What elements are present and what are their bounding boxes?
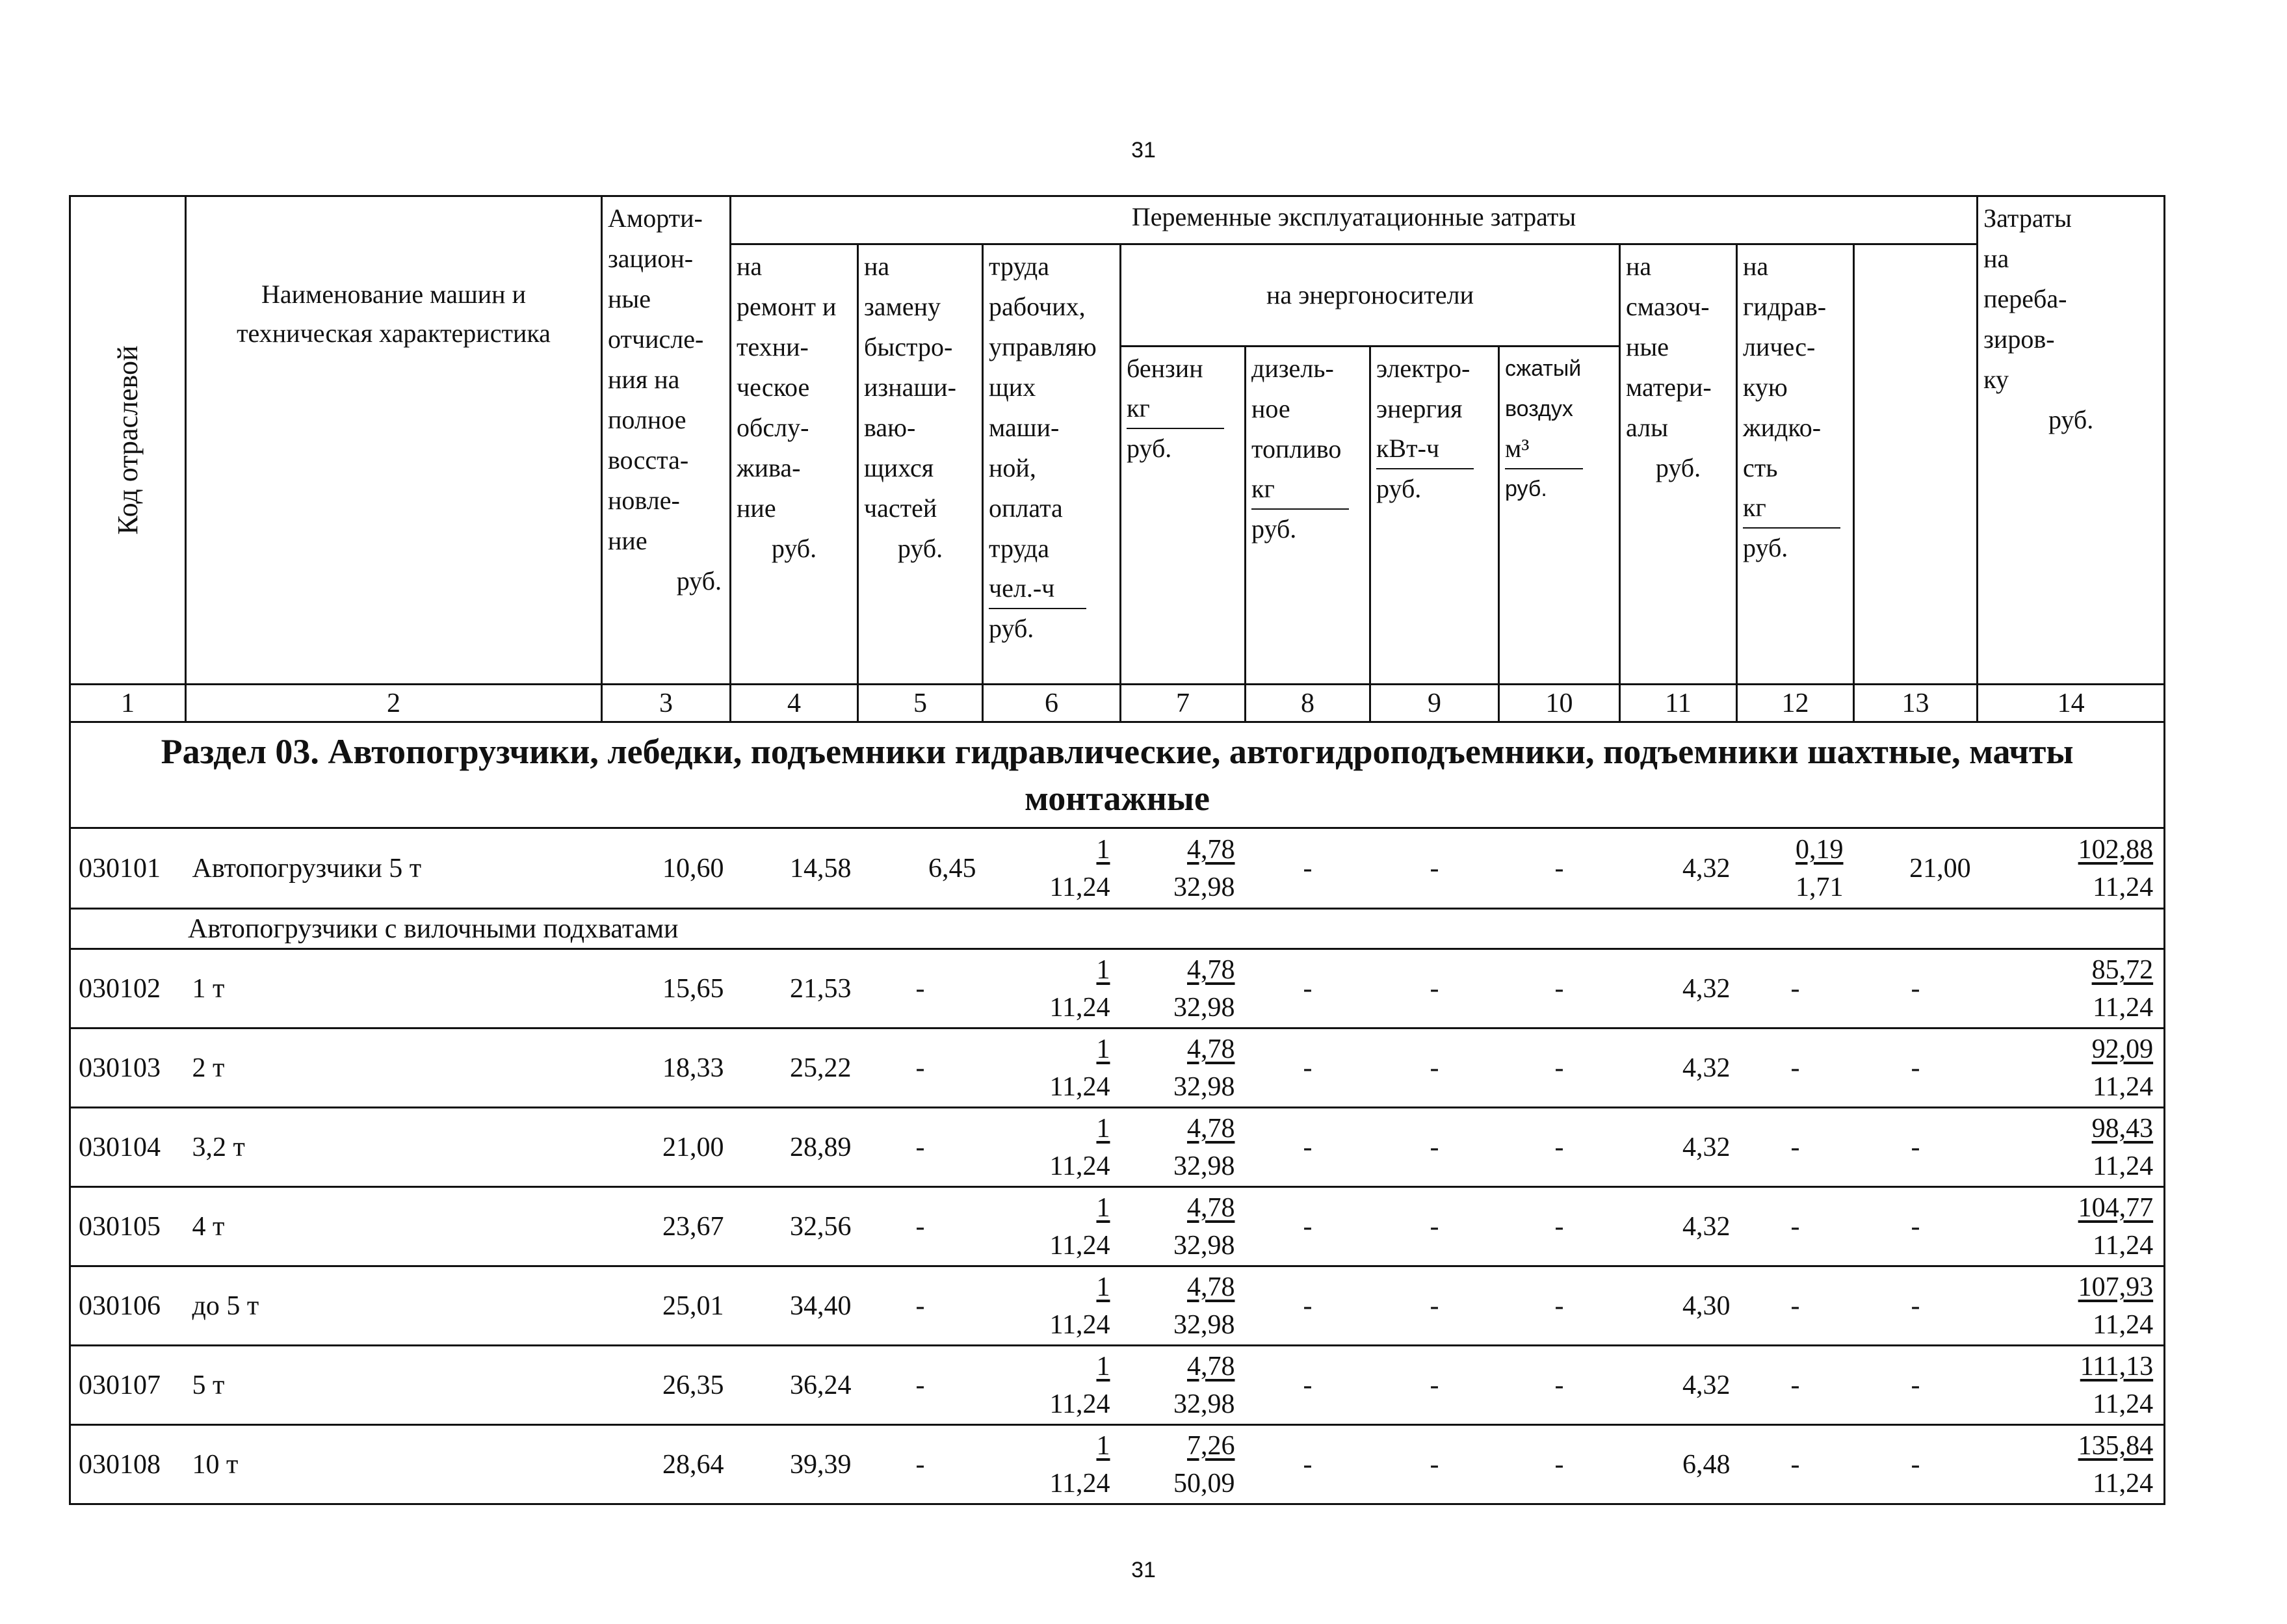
amortization-value: 18,33 bbox=[602, 1028, 731, 1108]
labor-value: $\frac{1}{11,24}$ bbox=[983, 1425, 1121, 1504]
repair-value: 36,24 bbox=[731, 1346, 858, 1425]
machine-code: 030103 bbox=[70, 1028, 186, 1108]
hydraulic-fluid-value: - bbox=[1737, 1187, 1854, 1266]
column-number: 3 bbox=[602, 685, 731, 722]
petrol-value: $\frac{7,26}{50,09}$ bbox=[1121, 1425, 1246, 1504]
amortization-value: 21,00 bbox=[602, 1108, 731, 1187]
header-repair: на ремонт и техни- ческое обслу- жива- ние руб. bbox=[731, 244, 858, 685]
machine-code: 030108 bbox=[70, 1425, 186, 1504]
labor-value: $\frac{1}{11,24}$ bbox=[983, 1187, 1121, 1266]
column-number: 8 bbox=[1246, 685, 1370, 722]
repair-value: 14,58 bbox=[731, 828, 858, 909]
repair-value: 28,89 bbox=[731, 1108, 858, 1187]
table-row bbox=[70, 1028, 2165, 1108]
lubricant-value: 4,32 bbox=[1620, 1028, 1737, 1108]
parts-value: - bbox=[858, 1108, 983, 1187]
column-number: 12 bbox=[1737, 685, 1854, 722]
amortization-value: 10,60 bbox=[602, 828, 731, 909]
machine-name: 5 т bbox=[186, 1346, 602, 1425]
labor-value: $\frac{1}{11,24}$ bbox=[983, 949, 1121, 1028]
header-hydro: на гидрав- личес- кую жидко- сть кг руб. bbox=[1737, 244, 1854, 685]
electric-value: - bbox=[1370, 949, 1499, 1028]
header-variable-costs: Переменные эксплуатационные затраты bbox=[731, 196, 1978, 244]
amortization-value: 23,67 bbox=[602, 1187, 731, 1266]
parts-value: - bbox=[858, 949, 983, 1028]
transport-value: - bbox=[1854, 1108, 1978, 1187]
table-row bbox=[70, 1187, 2165, 1266]
petrol-value: $\frac{4,78}{32,98}$ bbox=[1121, 1266, 1246, 1346]
section-title: Раздел 03. Автопогрузчики, лебедки, подъемники гидравлические, автогидроподъемники, подъемники шахтные, мачты монтажные bbox=[70, 722, 2165, 828]
estimate-value: $\frac{85,72}{11,24}$ bbox=[1978, 949, 2165, 1028]
petrol-value: $\frac{4,78}{32,98}$ bbox=[1121, 1108, 1246, 1187]
machine-name: 1 т bbox=[186, 949, 602, 1028]
transport-value: - bbox=[1854, 1266, 1978, 1346]
table-row bbox=[70, 828, 2165, 909]
diesel-value: - bbox=[1246, 1028, 1370, 1108]
table-row bbox=[70, 949, 2165, 1028]
machine-name: 4 т bbox=[186, 1187, 602, 1266]
repair-value: 21,53 bbox=[731, 949, 858, 1028]
electric-value: - bbox=[1370, 828, 1499, 909]
diesel-value: - bbox=[1246, 1187, 1370, 1266]
header-petrol: бензин кг руб. bbox=[1121, 347, 1246, 685]
estimate-value: $\frac{98,43}{11,24}$ bbox=[1978, 1108, 2165, 1187]
header-lube: на смазоч- ные матери- алы руб. bbox=[1620, 244, 1737, 685]
subheading: Автопогрузчики с вилочными подхватами bbox=[70, 909, 2165, 949]
machine-code: 030107 bbox=[70, 1346, 186, 1425]
labor-value: $\frac{1}{11,24}$ bbox=[983, 1028, 1121, 1108]
column-number: 9 bbox=[1370, 685, 1499, 722]
diesel-value: - bbox=[1246, 949, 1370, 1028]
amortization-value: 25,01 bbox=[602, 1266, 731, 1346]
transport-value: - bbox=[1854, 949, 1978, 1028]
header-electric: электро- энергия кВт-ч руб. bbox=[1370, 347, 1499, 685]
machine-name: 3,2 т bbox=[186, 1108, 602, 1187]
machine-code: 030104 bbox=[70, 1108, 186, 1187]
petrol-value: $\frac{4,78}{32,98}$ bbox=[1121, 828, 1246, 909]
air-value: - bbox=[1499, 1346, 1620, 1425]
estimate-value: $\frac{104,77}{11,24}$ bbox=[1978, 1187, 2165, 1266]
table-row bbox=[70, 1108, 2165, 1187]
parts-value: - bbox=[858, 1028, 983, 1108]
header-parts: на замену быстро- изнаши- ваю- щихся частей руб. bbox=[858, 244, 983, 685]
transport-value: 21,00 bbox=[1854, 828, 1978, 909]
column-number: 2 bbox=[186, 685, 602, 722]
header-air: сжатый воздух м³ руб. bbox=[1499, 347, 1620, 685]
hydraulic-fluid-value: $\frac{0,19}{1,71}$ bbox=[1737, 828, 1854, 909]
transport-value: - bbox=[1854, 1425, 1978, 1504]
column-number: 5 bbox=[858, 685, 983, 722]
hydraulic-fluid-value: - bbox=[1737, 1266, 1854, 1346]
air-value: - bbox=[1499, 1187, 1620, 1266]
transport-value: - bbox=[1854, 1187, 1978, 1266]
machine-code: 030102 bbox=[70, 949, 186, 1028]
machine-name: до 5 т bbox=[186, 1266, 602, 1346]
page-number-top: 31 bbox=[1131, 138, 1156, 163]
labor-value: $\frac{1}{11,24}$ bbox=[983, 1266, 1121, 1346]
column-number: 10 bbox=[1499, 685, 1620, 722]
air-value: - bbox=[1499, 949, 1620, 1028]
column-number: 14 bbox=[1978, 685, 2165, 722]
machine-name: 10 т bbox=[186, 1425, 602, 1504]
header-labor: труда рабочих, управляю щих маши- ной, оплата труда чел.-ч руб. bbox=[983, 244, 1121, 685]
lubricant-value: 4,32 bbox=[1620, 1346, 1737, 1425]
diesel-value: - bbox=[1246, 828, 1370, 909]
machine-name: 2 т bbox=[186, 1028, 602, 1108]
estimate-value: $\frac{107,93}{11,24}$ bbox=[1978, 1266, 2165, 1346]
parts-value: 6,45 bbox=[858, 828, 983, 909]
hydraulic-fluid-value: - bbox=[1737, 1028, 1854, 1108]
lubricant-value: 6,48 bbox=[1620, 1425, 1737, 1504]
electric-value: - bbox=[1370, 1266, 1499, 1346]
header-diesel: дизель- ное топливо кг руб. bbox=[1246, 347, 1370, 685]
lubricant-value: 4,30 bbox=[1620, 1266, 1737, 1346]
petrol-value: $\frac{4,78}{32,98}$ bbox=[1121, 949, 1246, 1028]
lubricant-value: 4,32 bbox=[1620, 1108, 1737, 1187]
hydraulic-fluid-value: - bbox=[1737, 1108, 1854, 1187]
machine-code: 030105 bbox=[70, 1187, 186, 1266]
estimate-value: $\frac{111,13}{11,24}$ bbox=[1978, 1346, 2165, 1425]
transport-value: - bbox=[1854, 1028, 1978, 1108]
column-number-row bbox=[70, 685, 2165, 722]
air-value: - bbox=[1499, 1108, 1620, 1187]
air-value: - bbox=[1499, 1266, 1620, 1346]
diesel-value: - bbox=[1246, 1266, 1370, 1346]
page-number-bottom: 31 bbox=[1131, 1558, 1156, 1582]
repair-value: 32,56 bbox=[731, 1187, 858, 1266]
lubricant-value: 4,32 bbox=[1620, 949, 1737, 1028]
header-code: Код отраслевой bbox=[70, 196, 186, 685]
parts-value: - bbox=[858, 1346, 983, 1425]
repair-value: 25,22 bbox=[731, 1028, 858, 1108]
amortization-value: 15,65 bbox=[602, 949, 731, 1028]
electric-value: - bbox=[1370, 1108, 1499, 1187]
diesel-value: - bbox=[1246, 1425, 1370, 1504]
table-row bbox=[70, 1266, 2165, 1346]
electric-value: - bbox=[1370, 1425, 1499, 1504]
electric-value: - bbox=[1370, 1346, 1499, 1425]
table-row bbox=[70, 1346, 2165, 1425]
parts-value: - bbox=[858, 1187, 983, 1266]
lubricant-value: 4,32 bbox=[1620, 1187, 1737, 1266]
estimate-value: $\frac{92,09}{11,24}$ bbox=[1978, 1028, 2165, 1108]
column-number: 11 bbox=[1620, 685, 1737, 722]
estimate-value: $\frac{102,88}{11,24}$ bbox=[1978, 828, 2165, 909]
header-energy: на энергоносители bbox=[1121, 244, 1620, 347]
header-amort: Аморти- зацион- ные отчисле- ния на полное восста- новле- ние руб. bbox=[602, 196, 731, 685]
column-number: 6 bbox=[983, 685, 1121, 722]
transport-value: - bbox=[1854, 1346, 1978, 1425]
electric-value: - bbox=[1370, 1187, 1499, 1266]
table-row bbox=[70, 1425, 2165, 1504]
hydraulic-fluid-value: - bbox=[1737, 1425, 1854, 1504]
labor-value: $\frac{1}{11,24}$ bbox=[983, 1108, 1121, 1187]
electric-value: - bbox=[1370, 1028, 1499, 1108]
amortization-value: 28,64 bbox=[602, 1425, 731, 1504]
column-number: 7 bbox=[1121, 685, 1246, 722]
petrol-value: $\frac{4,78}{32,98}$ bbox=[1121, 1346, 1246, 1425]
repair-value: 39,39 bbox=[731, 1425, 858, 1504]
machine-name: Автопогрузчики 5 т bbox=[186, 828, 602, 909]
labor-value: $\frac{1}{11,24}$ bbox=[983, 828, 1121, 909]
repair-value: 34,40 bbox=[731, 1266, 858, 1346]
column-number: 1 bbox=[70, 685, 186, 722]
hydraulic-fluid-value: - bbox=[1737, 1346, 1854, 1425]
diesel-value: - bbox=[1246, 1346, 1370, 1425]
lubricant-value: 4,32 bbox=[1620, 828, 1737, 909]
parts-value: - bbox=[858, 1266, 983, 1346]
air-value: - bbox=[1499, 1425, 1620, 1504]
petrol-value: $\frac{4,78}{32,98}$ bbox=[1121, 1028, 1246, 1108]
machine-code: 030101 bbox=[70, 828, 186, 909]
header-name: Наименование машин и техническая характеристика bbox=[186, 196, 602, 685]
column-number: 4 bbox=[731, 685, 858, 722]
header-transport: Затраты на переба- зиров- ку руб. bbox=[1978, 196, 2165, 685]
estimate-value: $\frac{135,84}{11,24}$ bbox=[1978, 1425, 2165, 1504]
column-number: 13 bbox=[1854, 685, 1978, 722]
machine-code: 030106 bbox=[70, 1266, 186, 1346]
labor-value: $\frac{1}{11,24}$ bbox=[983, 1346, 1121, 1425]
air-value: - bbox=[1499, 828, 1620, 909]
petrol-value: $\frac{4,78}{32,98}$ bbox=[1121, 1187, 1246, 1266]
hydraulic-fluid-value: - bbox=[1737, 949, 1854, 1028]
air-value: - bbox=[1499, 1028, 1620, 1108]
amortization-value: 26,35 bbox=[602, 1346, 731, 1425]
diesel-value: - bbox=[1246, 1108, 1370, 1187]
machine-cost-table bbox=[69, 195, 2165, 1505]
parts-value: - bbox=[858, 1425, 983, 1504]
